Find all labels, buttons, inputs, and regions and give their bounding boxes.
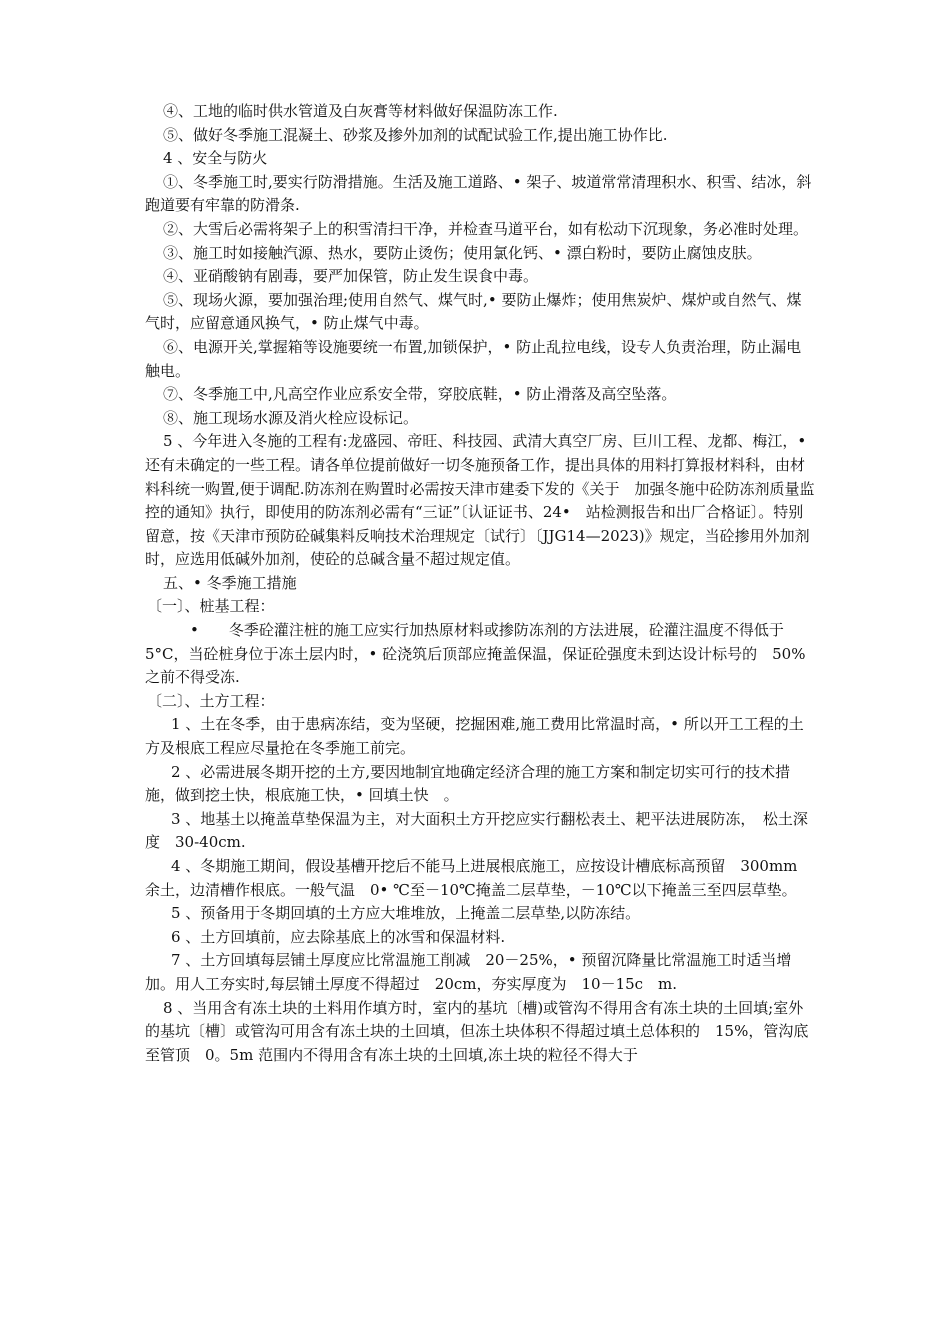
paragraph: ①、冬季施工时,要实行防滑措施。生活及施工道路、• 架子、坡道常常清理积水、积雪、结冰，斜跑道要有牢靠的防滑条. [145,172,812,215]
paragraph: 1 、土在冬季，由于患病冻结，变为坚硬，挖掘困难,施工费用比常温时高，• 所以开工工程的土方及根底工程应尽量抢在冬季施工前完。 [145,715,804,758]
paragraph: ⑥、电源开关,掌握箱等设施要统一布置,加锁保护，• 防止乱拉电线，设专人负责治理，防止漏电触电。 [145,337,802,380]
paragraph: ④、工地的临时供水管道及白灰膏等材料做好保温防冻工作. [163,102,558,120]
paragraph: ⑧、施工现场水源及消火栓应设标记。 [163,408,419,427]
paragraph: 5 、今年进入冬施的工程有:龙盛园、帝旺、科技园、武清大真空厂房、巨川工程、龙都、梅江，• 还有未确定的一些工程。请各单位提前做好一切冬施预备工作，提出具体的用料打算报材料科，由材料科统一购置,便于调配.防冻剂在购置时必需按天津市建委下发的《关于 加强冬施中砼防冻剂质量监控的通知》执行，即使用的防冻剂必需有“三证”〔认证证书、24• 站检测报告和出厂合格证〕。特别留意，按《天津市预防砼碱集料反响技术治理规定〔试行〕〔JJG14—2023)》规定，当砼掺用外加剂时，应选用低碱外加剂，使砼的总碱含量不超过规定值。 [145,432,822,569]
paragraph: ⑤、现场火源，要加强治理;使用自然气、煤气时,• 要防止爆炸；使用焦炭炉、煤炉或自然气、煤气时，应留意通风换气，• 防止煤气中毒。 [145,290,802,333]
paragraph: 5 、预备用于冬期回填的土方应大堆堆放，上掩盖二层草垫,以防冻结。 [171,904,641,923]
paragraph: 4 、冬期施工期间，假设基槽开挖后不能马上进展根底施工，应按设计槽底标高预留 300mm 余土，边清槽作根底。一般气温 0• ℃至－10℃掩盖二层草垫，－10℃以下掩盖三至四层草垫。 [145,857,798,899]
paragraph: 〔二〕、土方工程： [147,691,275,710]
paragraph: • 冬季砼灌注桩的施工应实行加热原材料或掺防冻剂的方法进展，砼灌注温度不得低于 5°C，当砼桩身位于冻土层内时，• 砼浇筑后顶部应掩盖保温，保证砼强度未到达设计标号的 50%之前不得受冻. [145,621,806,687]
paragraph: 7 、土方回填每层铺土厚度应比常温施工削减 20－25%，• 预留沉降量比常温施工时适当增加。用人工夯实时,每层铺土厚度不得超过 20cm，夯实厚度为 10－15c m. [145,951,792,993]
paragraph: 五、• 冬季施工措施 [163,573,297,592]
paragraph: ⑤、做好冬季施工混凝土、砂浆及掺外加剂的试配试验工作,提出施工协作比. [163,125,668,144]
paragraph: 8 、当用含有冻土块的土料用作填方时，室内的基坑〔槽)或管沟不得用含有冻土块的土回填;室外的基坑〔槽〕或管沟可用含有冻土块的土回填，但冻土块体积不得超过填土总体积的 15%，管沟底至管顶 0。5m 范围内不得用含有冻土块的土回填,冻土块的粒径不得大于 [145,998,809,1064]
paragraph: 4 、安全与防火 [163,149,268,168]
paragraph: 3 、地基土以掩盖草垫保温为主，对大面积土方开挖应实行翻松表土、耙平法进展防冻， 松土深度 30-40cm. [145,809,808,852]
paragraph: ④、亚硝酸钠有剧毒，要严加保管，防止发生误食中毒。 [163,267,539,286]
paragraph: ⑦、冬季施工中,凡高空作业应系安全带，穿胶底鞋，• 防止滑落及高空坠落。 [163,385,677,404]
paragraph: ②、大雪后必需将架子上的积雪清扫干净，并检查马道平台，如有松动下沉现象，务必准时处理。 [163,219,809,238]
paragraph: 〔一〕、桩基工程： [147,597,275,616]
paragraph: ③、施工时如接触汽源、热水，要防止烫伤；使用氯化钙、• 漂白粉时，要防止腐蚀皮肤。 [163,243,762,262]
paragraph: 2 、必需进展冬期开挖的土方,要因地制宜地确定经济合理的施工方案和制定切实可行的技术措施，做到挖土快，根底施工快，• 回填土快 。 [145,762,791,805]
document-page [145,100,822,1067]
paragraph: 6 、土方回填前，应去除基底上的冰雪和保温材料. [171,927,506,946]
